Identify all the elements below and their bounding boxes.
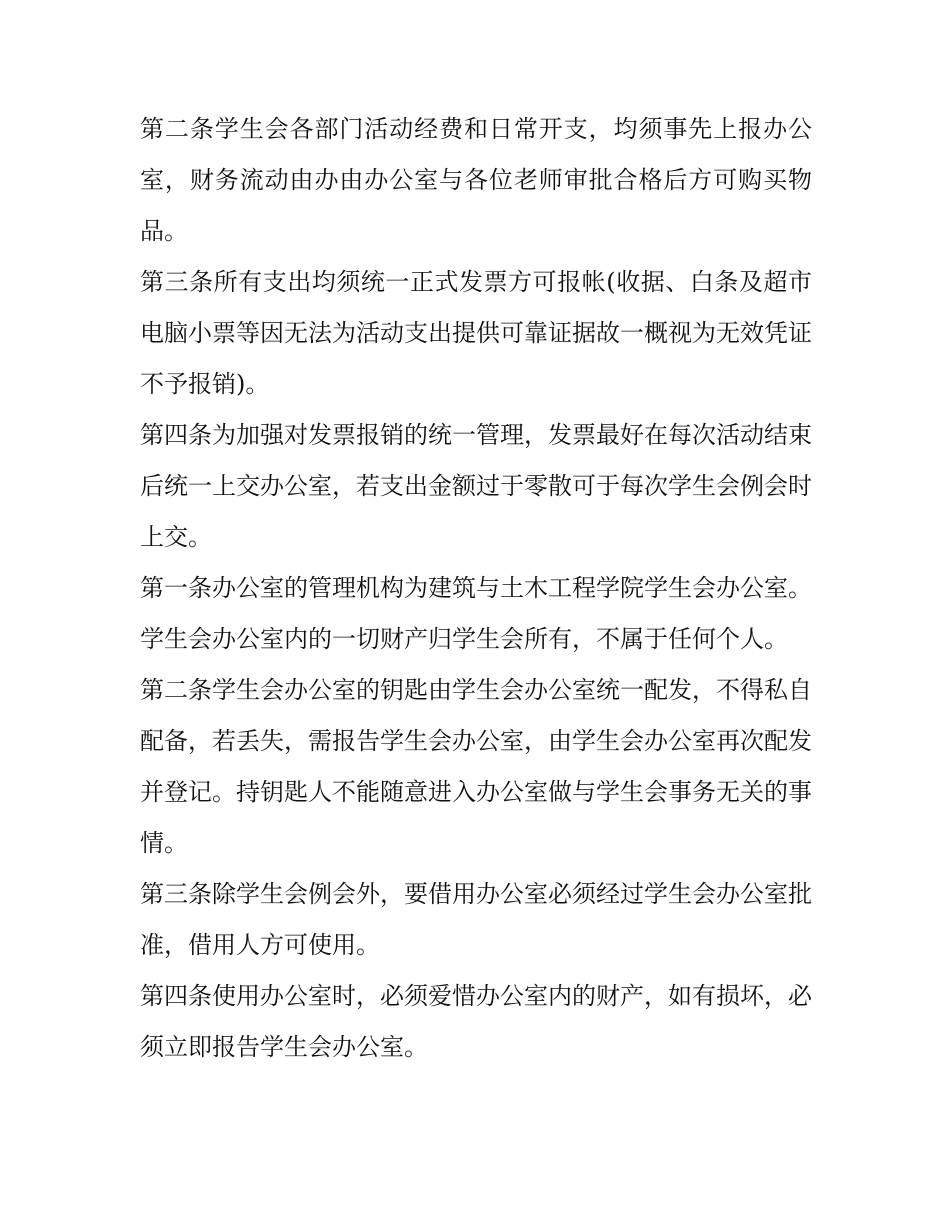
paragraph-office-keys: 第二条学生会办公室的钥匙由学生会办公室统一配发，不得私自配备，若丢失，需报告学生会办公室，由学生会办公室再次配发并登记。持钥匙人不能随意进入办公室做与学生会事务无关的事情。 [140, 676, 812, 857]
paragraph-invoice-requirement: 第三条所有支出均须统一正式发票方可报帐(收据、白条及超市电脑小票等因无法为活动支出提供可靠证据故一概视为无效凭证不予报销)。 [140, 268, 812, 398]
paragraph-office-borrowing: 第三条除学生会例会外，要借用办公室必须经过学生会办公室批准，借用人方可使用。 [140, 880, 812, 959]
paragraph-office-property: 第四条使用办公室时，必须爱惜办公室内的财产，如有损坏，必须立即报告学生会办公室。 [140, 982, 812, 1061]
document-body [140, 104, 812, 1073]
paragraph-invoice-submission: 第四条为加强对发票报销的统一管理，发票最好在每次活动结束后统一上交办公室，若支出金额过于零散可于每次学生会例会时上交。 [140, 421, 812, 551]
paragraph-office-management: 第一条办公室的管理机构为建筑与土木工程学院学生会办公室。学生会办公室内的一切财产归学生会所有，不属于任何个人。 [140, 574, 812, 653]
paragraph-funding-approval: 第二条学生会各部门活动经费和日常开支，均须事先上报办公室，财务流动由办由办公室与各位老师审批合格后方可购买物品。 [140, 115, 812, 245]
